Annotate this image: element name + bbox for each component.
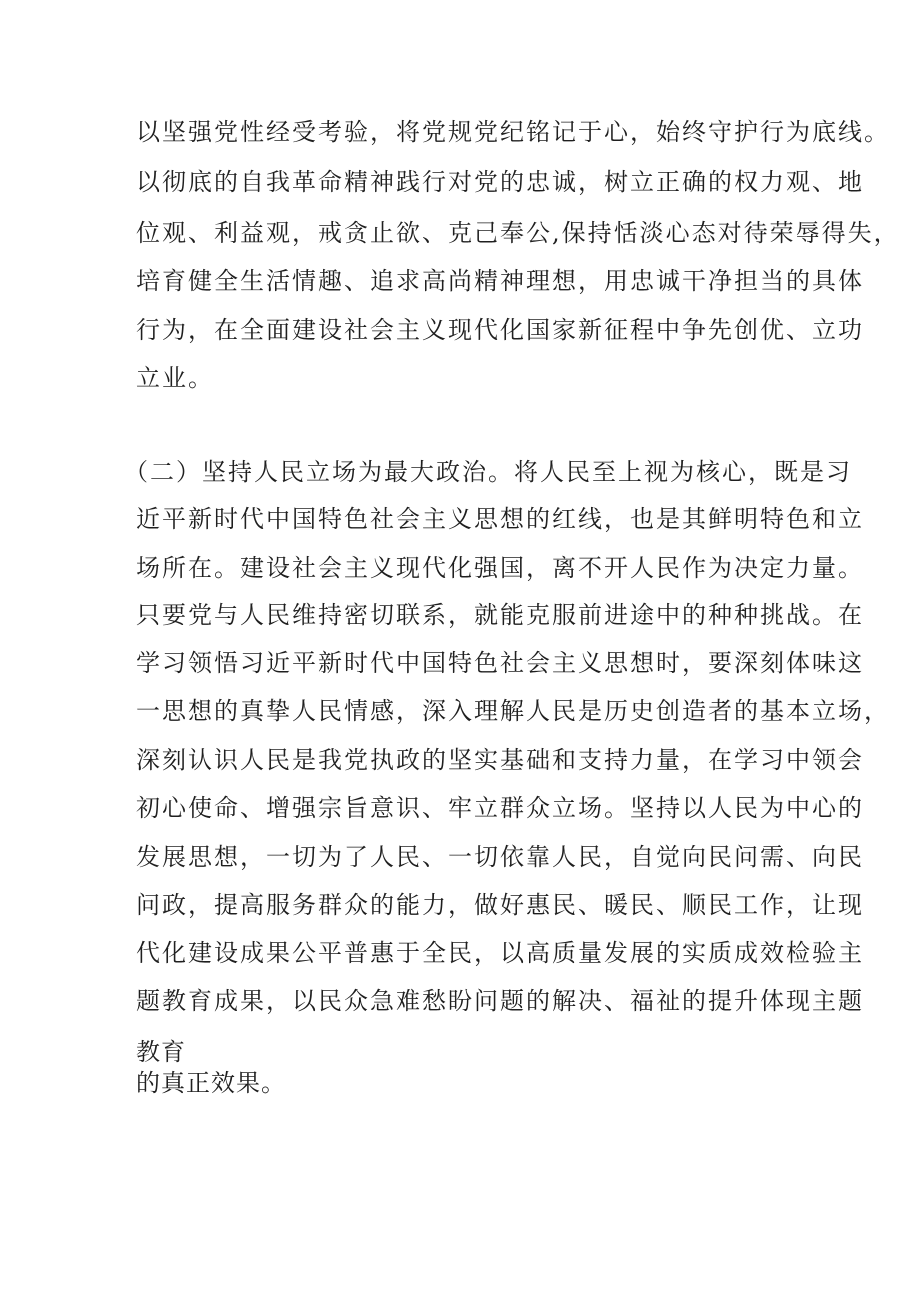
paragraph2-line-4: 只要党与人民维持密切联系，就能克服前进途中的种种挑战。在 bbox=[136, 601, 864, 629]
paragraph2-line-5: 学习领悟习近平新时代中国特色社会主义思想时，要深刻体味这 bbox=[136, 649, 864, 677]
paragraph2-line-13: 教育 bbox=[136, 1038, 186, 1066]
paragraph2-line-14: 的真正效果。 bbox=[136, 1069, 286, 1097]
paragraph1-line-2: 以彻底的自我革命精神践行对党的忠诚，树立正确的权力观、地 bbox=[136, 168, 864, 196]
paragraph2-line-2: 近平新时代中国特色社会主义思想的红线，也是其鲜明特色和立 bbox=[136, 505, 864, 533]
paragraph2-line-10: 问政，提高服务群众的能力，做好惠民、暖民、顺民工作，让现 bbox=[136, 891, 864, 919]
paragraph2-line-9: 发展思想，一切为了人民、一切依靠人民，自觉向民问需、向民 bbox=[136, 843, 864, 871]
paragraph2-line-8: 初心使命、增强宗旨意识、牢立群众立场。坚持以人民为中心的 bbox=[136, 794, 864, 822]
paragraph2-line-3: 场所在。建设社会主义现代化强国，离不开人民作为决定力量。 bbox=[136, 554, 864, 582]
paragraph2-line-7: 深刻认识人民是我党执政的坚实基础和支持力量，在学习中领会 bbox=[136, 746, 864, 774]
paragraph1-line-1: 以坚强党性经受考验，将党规党纪铭记于心，始终守护行为底线。 bbox=[136, 118, 890, 146]
paragraph1-line-4: 培育健全生活情趣、追求高尚精神理想，用忠诚干净担当的具体 bbox=[136, 267, 864, 295]
paragraph1-line-5: 行为，在全面建设社会主义现代化国家新征程中争先创优、立功 bbox=[136, 316, 864, 344]
paragraph2-line-12: 题教育成果，以民众急难愁盼问题的解决、福祉的提升体现主题 bbox=[136, 987, 864, 1015]
paragraph1-line-3: 位观、利益观，戒贪止欲、克己奉公,保持恬淡心态对待荣辱得失， bbox=[136, 219, 900, 247]
paragraph1-line-6: 立业。 bbox=[136, 364, 214, 392]
paragraph2-line-1: （二）坚持人民立场为最大政治。将人民至上视为核心，既是习 bbox=[124, 458, 852, 486]
paragraph2-line-11: 代化建设成果公平普惠于全民，以高质量发展的实质成效检验主 bbox=[136, 939, 864, 967]
paragraph2-line-6: 一思想的真挚人民情感，深入理解人民是历史创造者的基本立场， bbox=[136, 697, 890, 725]
